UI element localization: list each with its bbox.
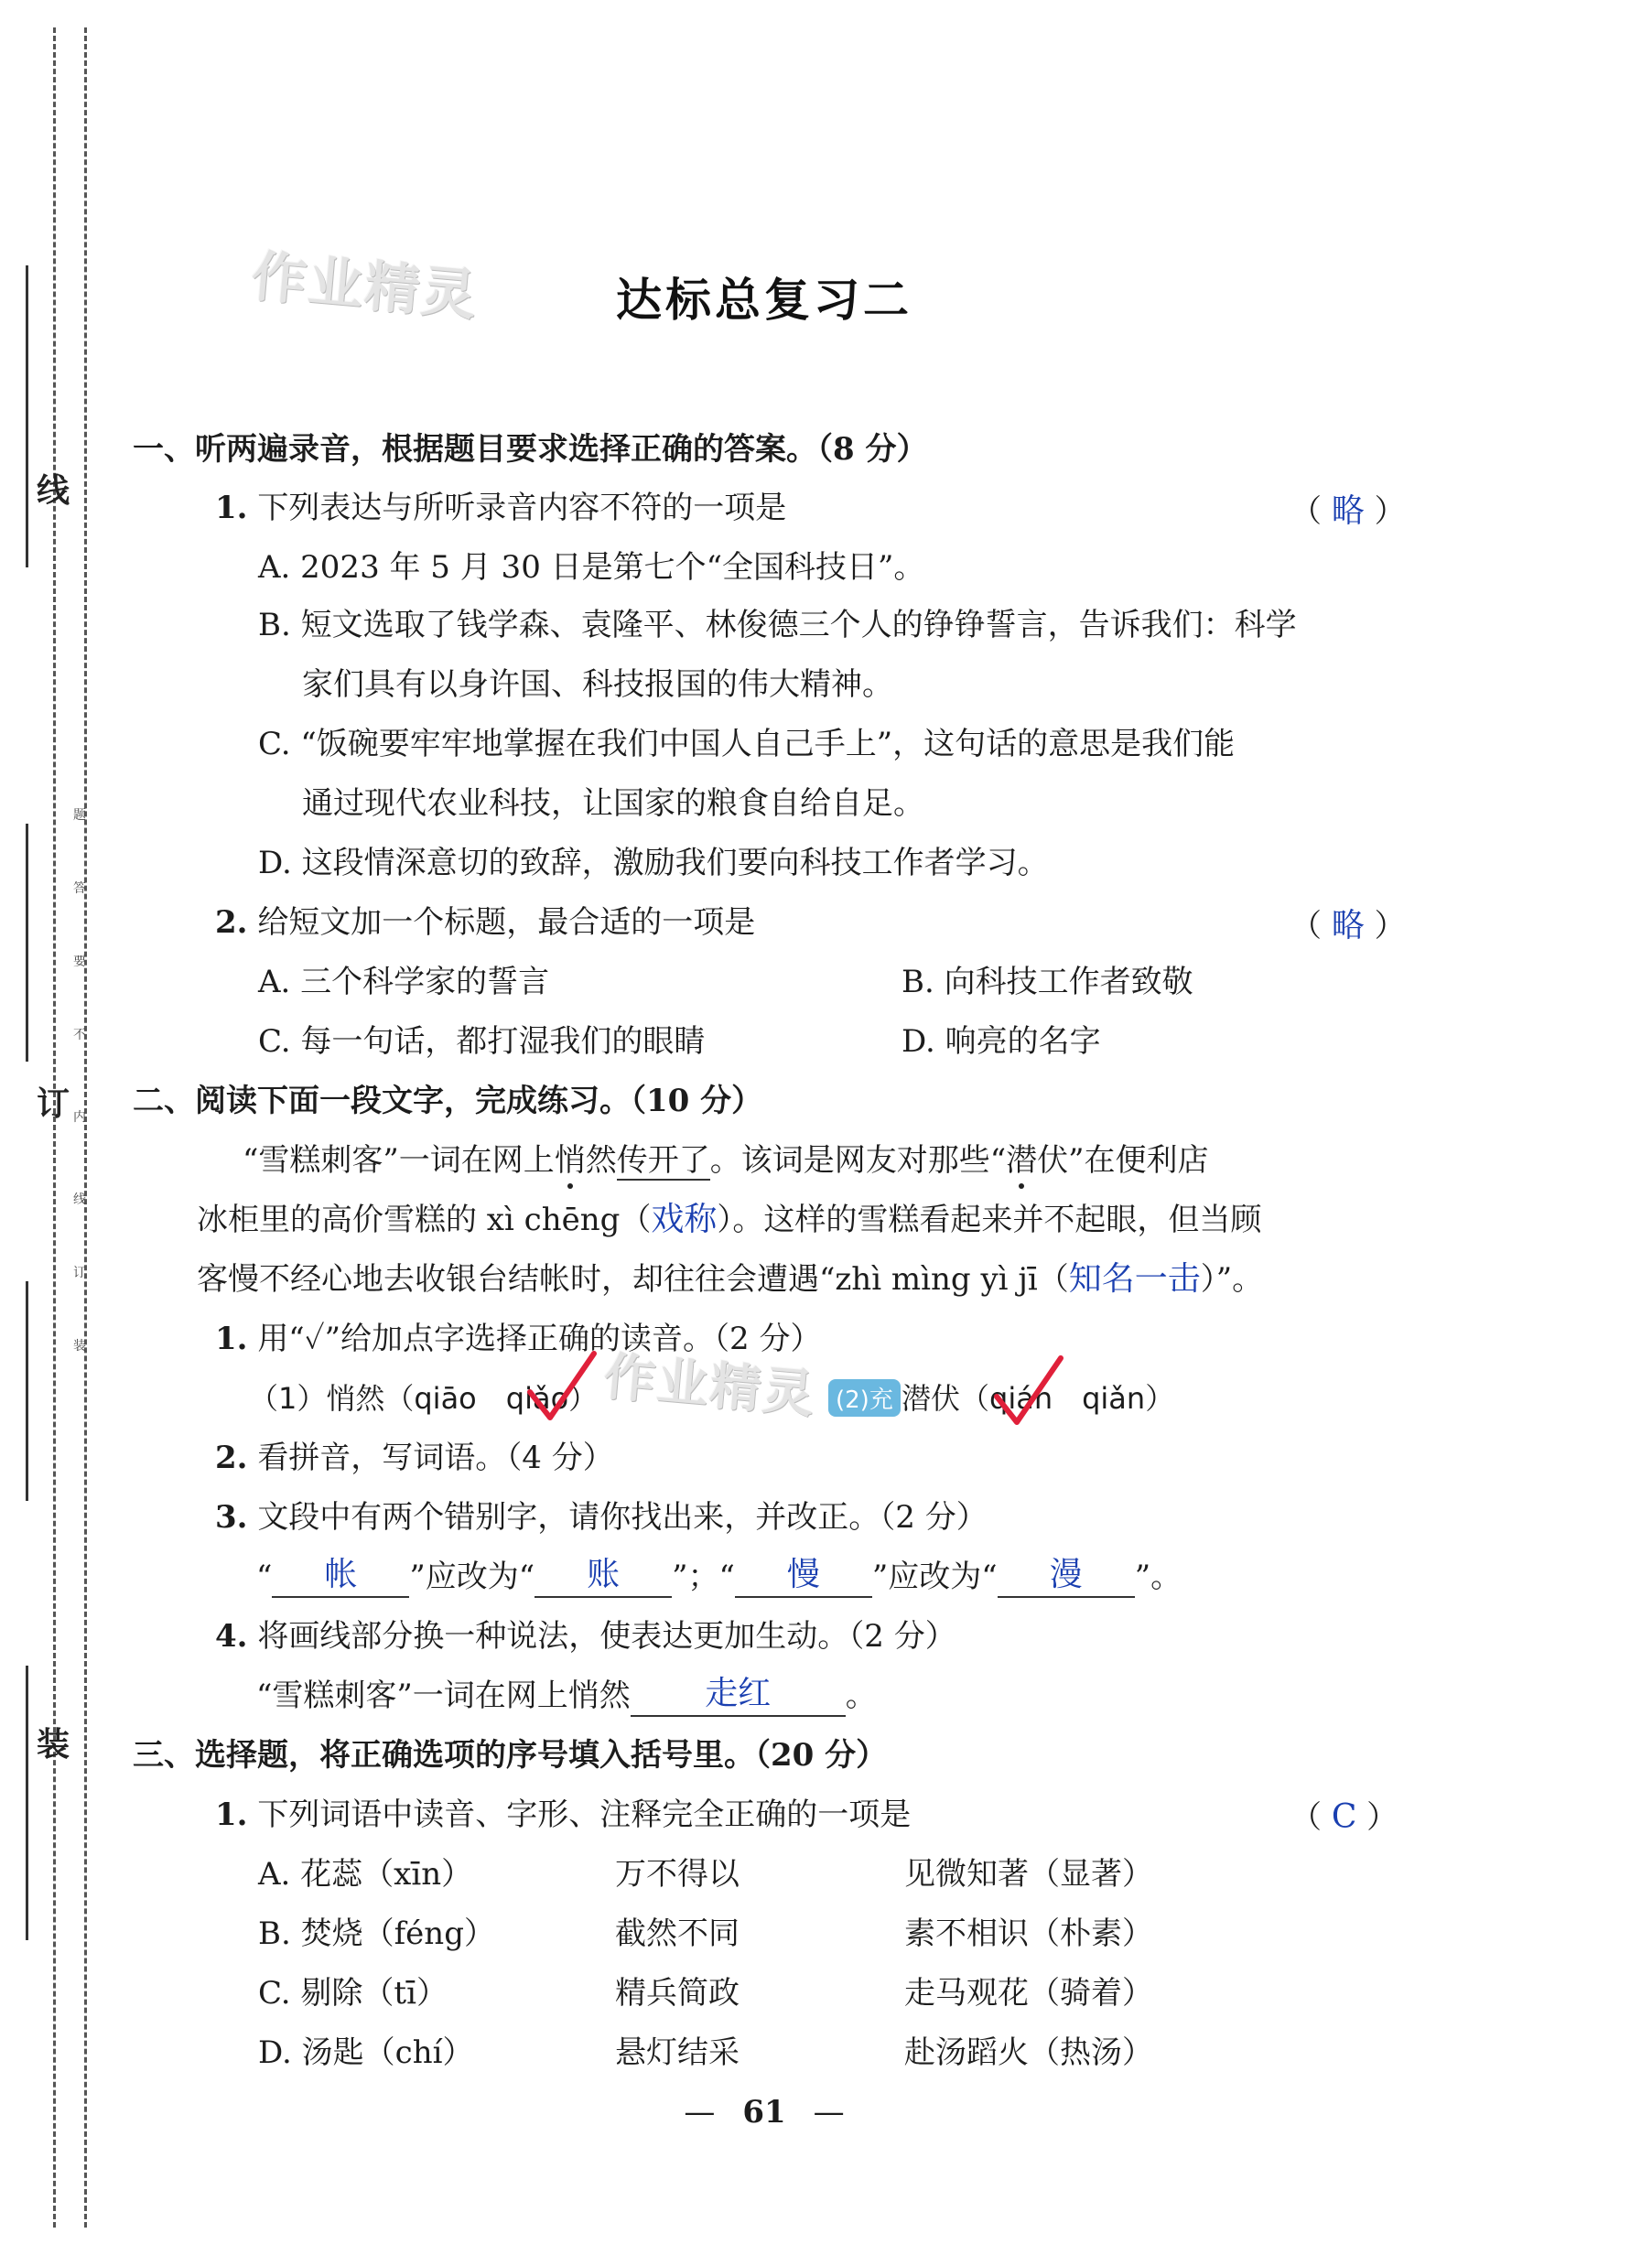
- s2-q3-answers: “ 帐 ”应改为“ 账 ”；“ 慢 ”应改为“ 漫 ”。: [256, 1556, 1182, 1598]
- s1-q2: 2. 给短文加一个标题，最合适的一项是: [215, 904, 756, 941]
- s1-q2-option-a: A. 三个科学家的誓言: [258, 964, 550, 1000]
- s2-q1: 1. 用“✓”给加点字选择正确的读音。（2 分）: [215, 1321, 822, 1357]
- underlined-phrase: 传开了: [616, 1142, 710, 1179]
- s3-option-d-word2: 悬灯结采: [615, 2034, 740, 2071]
- margin-label-ding: 订: [37, 1084, 70, 1123]
- s1-q1-answer: 略: [1331, 492, 1365, 530]
- margin-note: 装: [73, 1339, 86, 1354]
- s1-q1-option-c: C. “饭碗要牢牢地掌握在我们中国人自己手上”，这句话的意思是我们能: [258, 726, 1236, 762]
- margin-note: 订: [73, 1266, 86, 1280]
- page-title: 达标总复习二: [616, 273, 912, 327]
- s1-q2-answer-box: （ 略 ）: [1290, 907, 1406, 944]
- section-3-heading: 三、选择题，将正确选项的序号填入括号里。（20 分）: [133, 1737, 888, 1774]
- margin-cut-line: [26, 824, 28, 1062]
- s3-option-a-word1: A. 花蕊（xīn）: [258, 1856, 473, 1893]
- s3-option-c-word2: 精兵简政: [615, 1975, 740, 2012]
- blank-field: 帐: [272, 1558, 409, 1598]
- s2-passage-line-3: 客慢不经心地去收银台结帐时，却往往会遭遇“zhì mìng yì jī（知名一击）”。: [197, 1260, 1264, 1298]
- s1-q1-option-c-cont: 通过现代农业科技，让国家的粮食自给自足。: [302, 785, 924, 822]
- margin-dash-line: [84, 27, 87, 2228]
- s1-q1-answer-box: （ 略 ）: [1290, 492, 1406, 530]
- s1-q1-option-b: B. 短文选取了钱学森、袁隆平、林俊德三个人的铮铮誓言，告诉我们：科学: [258, 607, 1297, 643]
- check-mark-icon: [993, 1354, 1066, 1428]
- s2-q1-part-1: （1）悄然（qiāo qiǎo）: [249, 1381, 599, 1416]
- s1-q1-option-a: A. 2023 年 5 月 30 日是第七个“全国科技日”。: [258, 549, 925, 586]
- highlight-badge: (2)充: [828, 1379, 901, 1417]
- margin-cut-line: [26, 1281, 28, 1501]
- check-mark-icon: [526, 1350, 599, 1423]
- s2-q2: 2. 看拼音，写词语。（4 分）: [215, 1440, 614, 1476]
- s1-q2-option-c: C. 每一句话，都打湿我们的眼睛: [258, 1023, 706, 1060]
- margin-cut-line: [26, 1666, 28, 1940]
- s1-q2-option-d: D. 响亮的名字: [902, 1023, 1101, 1060]
- s3-q1-answer: C: [1331, 1798, 1357, 1836]
- s2-q3: 3. 文段中有两个错别字，请你找出来，并改正。（2 分）: [215, 1499, 988, 1536]
- blank-field: 慢: [735, 1558, 872, 1598]
- margin-note: 线: [73, 1192, 86, 1207]
- s3-q1: 1. 下列词语中读音、字形、注释完全正确的一项是: [215, 1796, 912, 1833]
- margin-note: 答: [73, 881, 86, 896]
- s1-q1-option-d: D. 这段情深意切的致辞，激励我们要向科技工作者学习。: [258, 845, 1049, 881]
- blank-field: 账: [534, 1558, 672, 1598]
- s2-passage-line-1: “雪糕刺客”一词在网上悄然传开了。该词是网友对那些“潜伏”在便利店: [243, 1139, 1209, 1181]
- margin-note: 内: [73, 1110, 86, 1125]
- s3-option-a-word2: 万不得以: [615, 1856, 740, 1893]
- margin-note: 题: [73, 808, 86, 823]
- s2-q4: 4. 将画线部分换一种说法，使表达更加生动。（2 分）: [215, 1618, 956, 1655]
- s3-option-b-word3: 素不相识（朴素）: [904, 1915, 1153, 1952]
- s2-q4-answer-line: “雪糕刺客”一词在网上悄然 走红 。: [256, 1675, 877, 1717]
- margin-note: 要: [73, 955, 86, 969]
- s3-q1-answer-box: （ C ）: [1290, 1798, 1398, 1836]
- watermark: 作业精灵: [248, 244, 481, 329]
- s2-passage-line-2: 冰柜里的高价雪糕的 xì chēng（戏称）。这样的雪糕看起来并不起眼，但当顾: [197, 1201, 1262, 1238]
- s2-pinyin-answer-1: 戏称: [651, 1201, 718, 1238]
- margin-label-xian: 线: [37, 471, 70, 510]
- s3-option-d-word1: D. 汤匙（chí）: [258, 2034, 474, 2071]
- section-1-heading: 一、听两遍录音，根据题目要求选择正确的答案。（8 分）: [133, 431, 928, 468]
- s1-q2-option-b: B. 向科技工作者致敬: [902, 964, 1193, 1000]
- margin-note: 不: [73, 1028, 86, 1042]
- page-number: — 61 —: [684, 2094, 845, 2131]
- s1-q2-answer: 略: [1331, 907, 1365, 944]
- blank-field: 走红: [631, 1677, 846, 1717]
- s3-option-b-word1: B. 焚烧（féng）: [258, 1915, 495, 1952]
- s2-pinyin-answer-2: 知名一击: [1068, 1260, 1201, 1298]
- blank-field: 漫: [998, 1558, 1135, 1598]
- margin-label-zhuang: 装: [37, 1725, 70, 1764]
- watermark: 作业精灵: [601, 1346, 818, 1425]
- s3-option-b-word2: 截然不同: [615, 1915, 740, 1952]
- s1-q1: 1. 下列表达与所听录音内容不符的一项是: [215, 490, 787, 526]
- s3-option-c-word1: C. 剔除（tī）: [258, 1975, 448, 2012]
- section-2-heading: 二、阅读下面一段文字，完成练习。（10 分）: [133, 1083, 763, 1119]
- s3-option-a-word3: 见微知著（显著）: [904, 1856, 1153, 1893]
- s3-option-d-word3: 赴汤蹈火（热汤）: [904, 2034, 1153, 2071]
- s2-q1-part-2: 潜伏（qián qiǎn）: [902, 1381, 1175, 1416]
- s1-q1-option-b-cont: 家们具有以身许国、科技报国的伟大精神。: [302, 666, 893, 703]
- s3-option-c-word3: 走马观花（骑着）: [904, 1975, 1153, 2012]
- margin-dash-line: [53, 27, 56, 2228]
